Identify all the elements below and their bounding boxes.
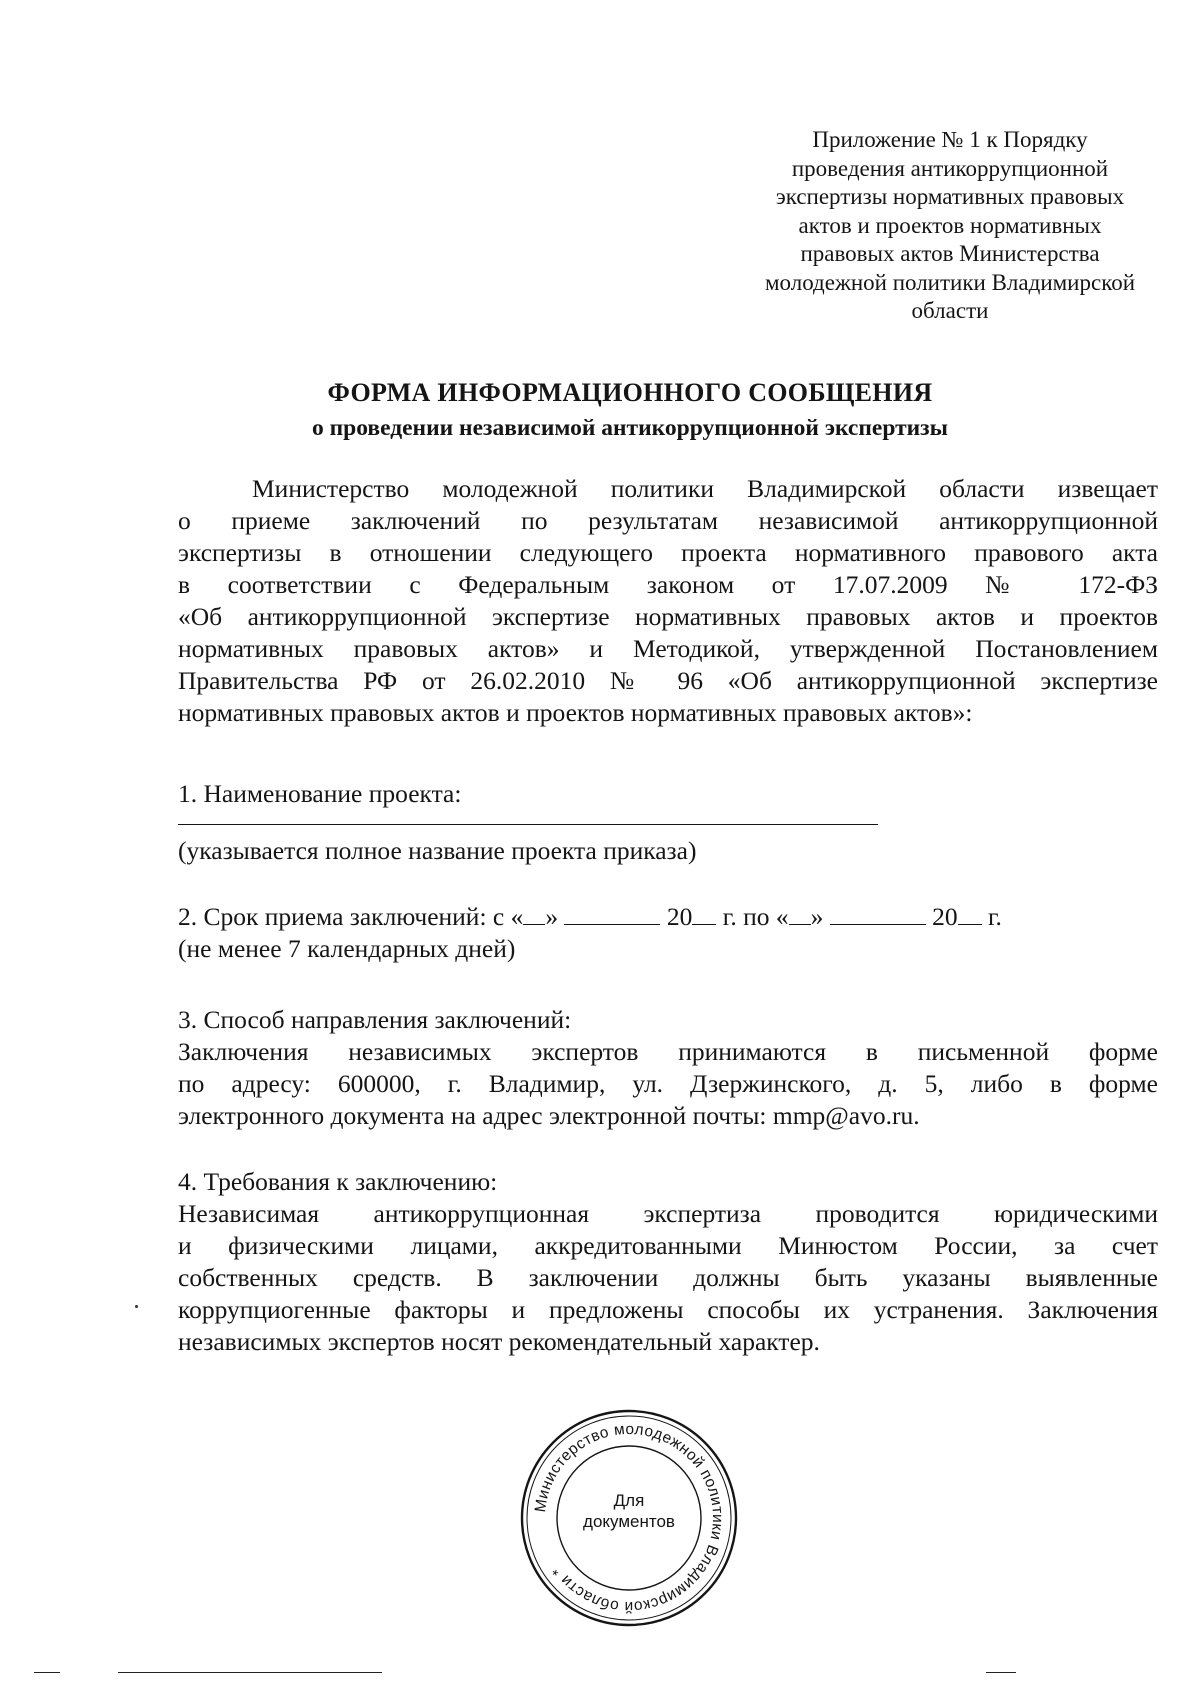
title-main: ФОРМА ИНФОРМАЦИОННОГО СООБЩЕНИЯ — [327, 378, 933, 407]
section4-line: Независимая антикоррупционная экспертиза проводится юридическими — [178, 1199, 1158, 1228]
appendix-line: экспертизы нормативных правовых — [775, 184, 1125, 209]
section3-line: электронного документа на адрес электронной почты: mmp@avo.ru. — [178, 1101, 920, 1130]
stamp-ring-text: Министерство молодежной политики Владимирской области * — [532, 1420, 727, 1616]
month-blank-2 — [830, 900, 926, 925]
stamp-center-line1: Для — [613, 1491, 645, 1510]
intro-line: экспертизы в отношении следующего проекта нормативного правового акта — [178, 538, 1158, 567]
deadline-suffix: г. — [987, 902, 1002, 931]
year-prefix-1: 20 — [666, 902, 693, 931]
footer-rule — [34, 1672, 60, 1673]
appendix-line: проведения антикоррупционной — [791, 155, 1109, 181]
section4-heading: 4. Требования к заключению: — [178, 1167, 498, 1196]
scan-speck — [135, 1305, 138, 1308]
appendix-line: Приложение № 1 к Порядку — [812, 127, 1088, 152]
section-submission-method — [178, 1004, 1158, 1132]
deadline-mid: г. по « — [722, 902, 789, 931]
footer-rule — [118, 1672, 382, 1673]
section4-line: коррупциогенные факторы и предложены способы их устранения. Заключения — [178, 1295, 1158, 1324]
section4-line: собственных средств. В заключении должны быть указаны выявленные — [178, 1263, 1158, 1292]
appendix-line: области — [911, 298, 989, 323]
section4-line: независимых экспертов носят рекомендательный характер. — [178, 1327, 820, 1356]
section-requirements — [178, 1166, 1158, 1358]
intro-paragraph — [178, 473, 1158, 729]
section3-heading: 3. Способ направления заключений: — [178, 1005, 572, 1034]
section-project-name — [178, 778, 1158, 867]
section2-note: (не менее 7 календарных дней) — [178, 934, 516, 963]
footer-rule — [986, 1672, 1016, 1673]
year-prefix-2: 20 — [932, 902, 958, 931]
deadline-line — [178, 900, 1158, 933]
document-title — [200, 376, 1060, 444]
quote-close-1: » — [545, 902, 559, 931]
appendix-line: молодежной политики Владимирской — [764, 269, 1136, 295]
month-blank-1 — [564, 900, 660, 925]
intro-line: о приеме заключений по результатам независимой антикоррупционной — [178, 506, 1158, 535]
year-blank-2 — [958, 900, 982, 925]
section1-heading: 1. Наименование проекта: — [178, 779, 462, 808]
section1-note: (указывается полное название проекта приказа) — [178, 836, 697, 865]
official-stamp — [519, 1408, 739, 1628]
section4-line: и физическими лицами, аккредитованными Минюстом России, за счет — [178, 1231, 1158, 1260]
project-name-blank — [178, 824, 878, 825]
stamp-center — [519, 1490, 739, 1532]
deadline-prefix: 2. Срок приема заключений: с « — [178, 902, 524, 931]
intro-line: нормативных правовых актов» и Методикой, утвержденной Постановлением — [178, 634, 1158, 663]
intro-line: Правительства РФ от 26.02.2010 № 96 «Об антикоррупционной экспертизе — [178, 666, 1158, 695]
year-blank-1 — [692, 900, 716, 925]
intro-line: Министерство молодежной политики Владимирской области извещает — [252, 474, 1158, 503]
quote-close-2: » — [810, 902, 824, 931]
appendix-header — [740, 126, 1160, 326]
intro-line: в соответствии с Федеральным законом от 17.07.2009 № 172-ФЗ — [178, 570, 1158, 599]
appendix-line: правовых актов Министерства — [800, 241, 1100, 266]
intro-line: «Об антикоррупционной экспертизе нормативных правовых актов и проектов — [178, 602, 1158, 631]
day-blank-1 — [523, 900, 545, 925]
section-deadline — [178, 900, 1158, 965]
stamp-center-line2: документов — [583, 1512, 675, 1531]
appendix-line: актов и проектов нормативных — [798, 212, 1102, 238]
title-subtitle: о проведении независимой антикоррупционной экспертизы — [312, 415, 948, 441]
section3-line: по адресу: 600000, г. Владимир, ул. Дзержинского, д. 5, либо в форме — [178, 1069, 1158, 1098]
section3-line: Заключения независимых экспертов принимаются в письменной форме — [178, 1037, 1158, 1066]
day-blank-2 — [789, 900, 811, 925]
intro-line: нормативных правовых актов и проектов нормативных правовых актов»: — [178, 698, 973, 727]
